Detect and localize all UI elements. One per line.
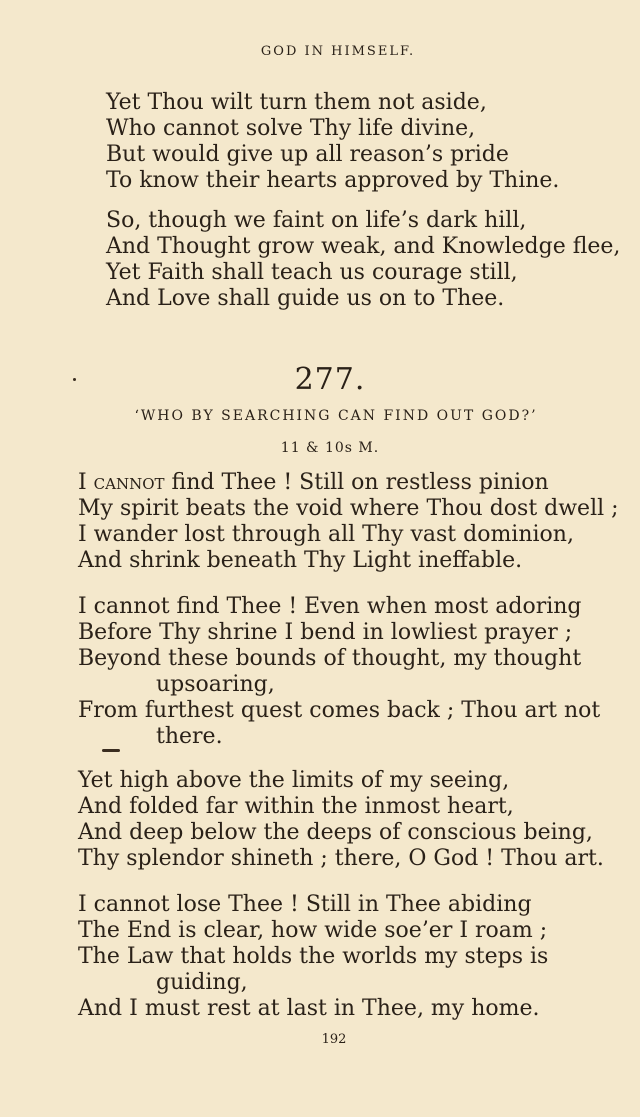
verse-line: And shrink beneath Thy Light ineffable. — [78, 548, 523, 573]
verse-line: Yet high above the limits of my seeing, — [78, 768, 510, 793]
drop-word: I cannot — [78, 470, 165, 495]
verse-line-continuation: upsoaring, — [156, 672, 275, 697]
verse-line: The Law that holds the worlds my steps is — [78, 944, 549, 969]
verse-line: My spirit beats the void where Thou dost dwell ; — [78, 496, 619, 521]
verse-line: Beyond these bounds of thought, my thought — [78, 646, 582, 671]
running-head: GOD IN HIMSELF. — [260, 44, 416, 59]
verse-line: But would give up all reason’s pride — [106, 142, 509, 167]
verse-line: Who cannot solve Thy life divine, — [106, 116, 476, 141]
verse-line: To know their hearts approved by Thine. — [106, 168, 560, 193]
verse-line: And Thought grow weak, and Knowledge flee, — [106, 234, 621, 259]
hymn-stanza-1 — [78, 470, 619, 574]
verse-line: I cannot find Thee ! Even when most adoring — [78, 594, 582, 619]
verse-line: I cannot lose Thee ! Still in Thee abiding — [78, 892, 532, 917]
verse-line — [78, 470, 619, 496]
verse-line: From furthest quest comes back ; Thou art not — [78, 698, 601, 723]
verse-line: And I must rest at last in Thee, my home. — [78, 996, 540, 1021]
verse-line: So, though we faint on life’s dark hill, — [106, 208, 527, 233]
prev-stanza-2 — [106, 208, 620, 312]
verse-line-continuation: there. — [156, 724, 223, 749]
ink-mark — [102, 749, 120, 752]
verse-line: Yet Thou wilt turn them not aside, — [106, 90, 487, 115]
verse-line: Yet Faith shall teach us courage still, — [106, 260, 518, 285]
verse-line: And deep below the deeps of conscious being, — [78, 820, 593, 845]
hymn-title: ‘WHO BY SEARCHING CAN FIND OUT GOD?’ — [134, 408, 538, 424]
hymn-stanza-4 — [78, 892, 548, 1022]
page-number: 192 — [321, 1032, 347, 1047]
verse-line: The End is clear, how wide soe’er I roam ; — [78, 918, 548, 943]
hymn-stanza-2 — [78, 594, 600, 750]
prev-stanza-1 — [106, 90, 559, 194]
hymn-meter: 11 & 10s M. — [280, 440, 380, 456]
verse-line: And folded far within the inmost heart, — [78, 794, 514, 819]
hymn-stanza-3 — [78, 768, 604, 872]
verse-line: And Love shall guide us on to Thee. — [106, 286, 505, 311]
verse-line: Before Thy shrine I bend in lowliest prayer ; — [78, 620, 573, 645]
verse-line-continuation: guiding, — [156, 970, 248, 995]
hymn-number: 277. — [294, 362, 366, 397]
verse-line: Thy splendor shineth ; there, O God ! Thou art. — [78, 846, 604, 871]
verse-line-rest: find Thee ! Still on restless pinion — [164, 470, 549, 495]
verse-line: I wander lost through all Thy vast dominion, — [78, 522, 574, 547]
